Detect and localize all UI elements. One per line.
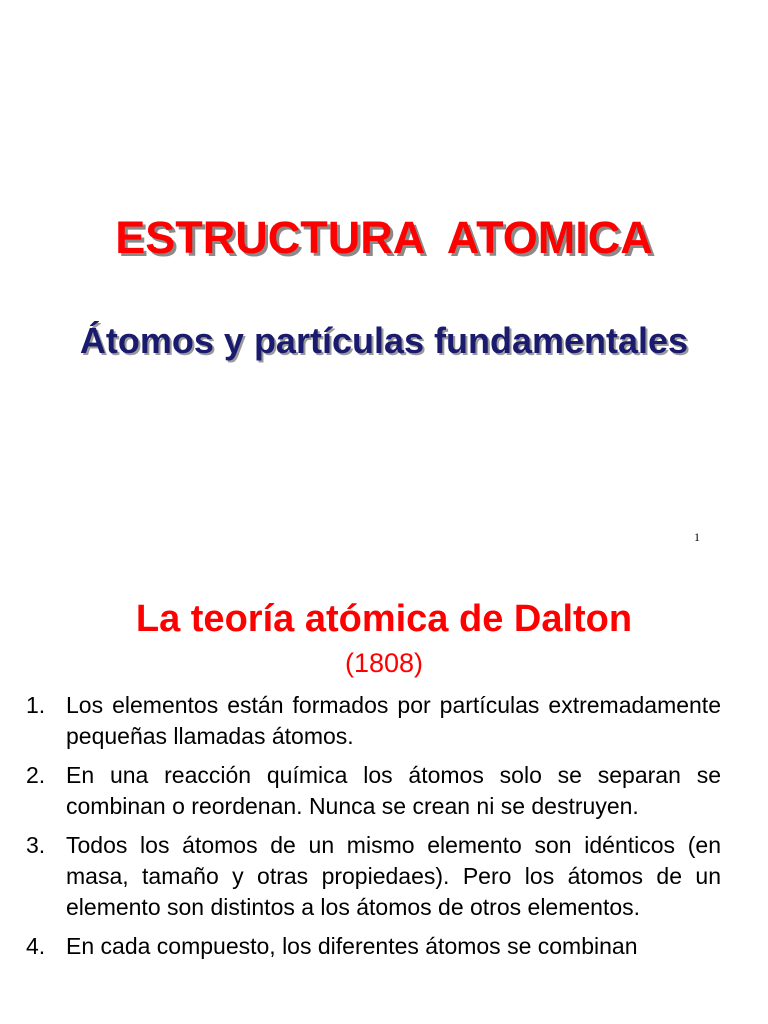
postulate-list [0, 690, 768, 970]
postulate-number: 3. [26, 832, 46, 858]
postulate-number: 1. [26, 692, 46, 718]
postulate-number: 2. [26, 762, 46, 788]
dalton-title: La teoría atómica de Dalton [135, 598, 633, 640]
dalton-year: (1808) [344, 648, 424, 678]
postulate-item [0, 690, 768, 752]
postulate-text: En una reacción química los átomos solo se separan se combinan o reordenan. Nunca se crean ni se destruyen. [66, 762, 721, 819]
postulate-text: Todos los átomos de un mismo elemento son idénticos (en masa, tamaño y otras propiedaes). Pero los átomos de un elemento son distintos a los átomos de otros elementos. [66, 832, 721, 920]
postulate-item [0, 760, 768, 822]
postulate-item [0, 931, 768, 962]
postulate-item [0, 830, 768, 923]
postulate-text: En cada compuesto, los diferentes átomos se combinan [66, 933, 638, 959]
page-number: 1 [694, 530, 700, 544]
subtitle: Átomos y partículas fundamentales [79, 320, 689, 361]
main-title: ESTRUCTURA ATOMICA [115, 212, 653, 263]
postulate-number: 4. [26, 933, 46, 959]
dalton-slide [0, 576, 768, 1024]
postulate-text: Los elementos están formados por partículas extremadamente pequeñas llamadas átomos. [66, 692, 721, 749]
